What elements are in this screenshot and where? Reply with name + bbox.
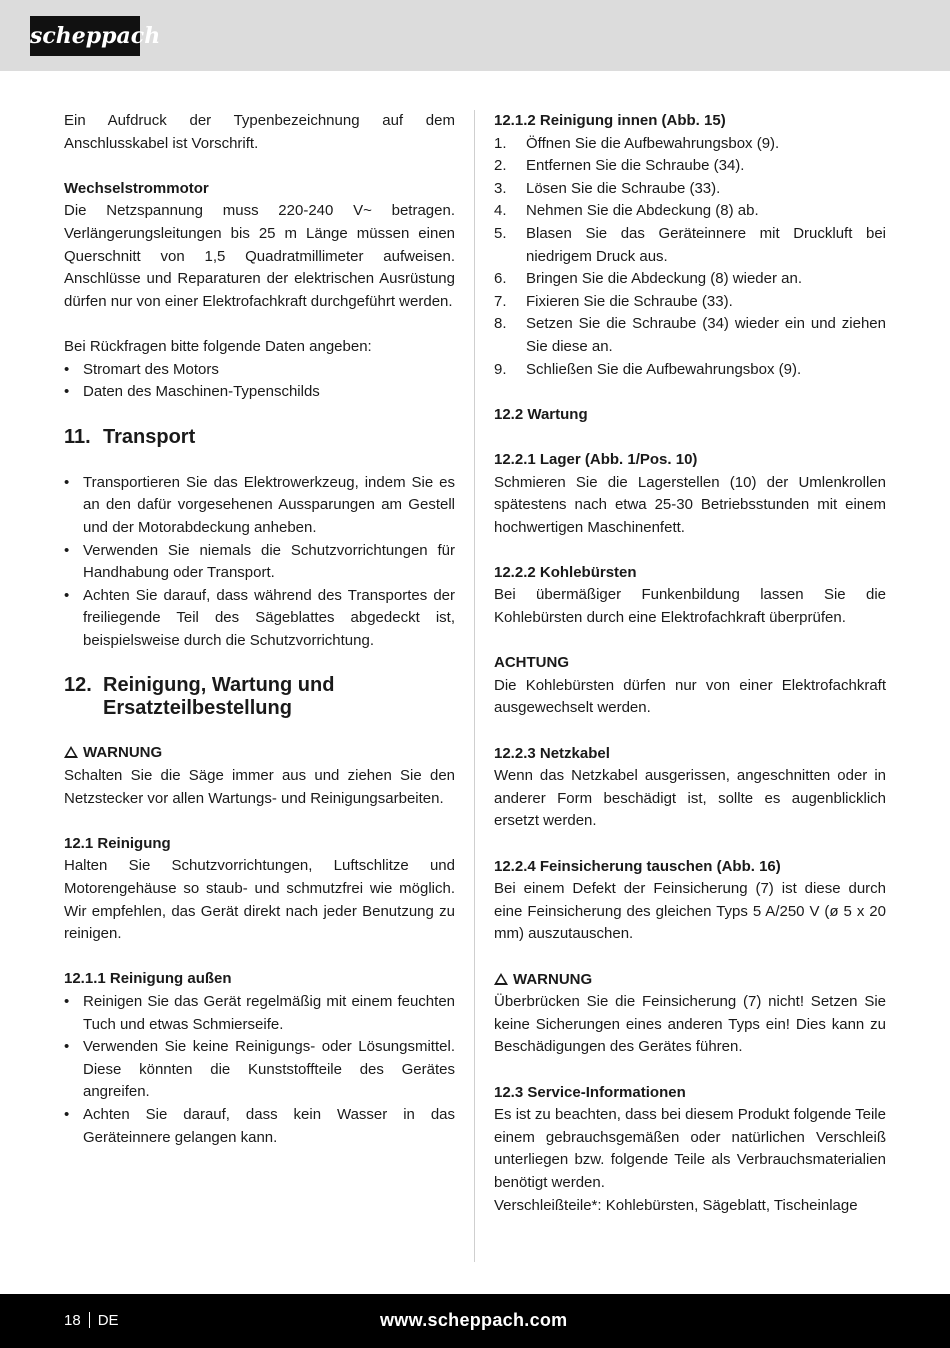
column-divider <box>474 110 475 1262</box>
warning-triangle-icon <box>494 973 508 985</box>
warning-heading <box>64 742 455 765</box>
right-column <box>494 110 886 1217</box>
warning-text: Schalten Sie die Säge immer aus und ziehen Sie den Netzstecker vor allen Wartungs- und Reinigungsarbeiten. <box>64 767 455 807</box>
language-code: DE <box>97 1312 119 1329</box>
warning-label: WARNUNG <box>513 970 593 988</box>
list-item: 8. Setzen Sie die Schraube (34) wieder ein und ziehen Sie diese an. <box>494 315 886 355</box>
queries-intro: Bei Rückfragen bitte folgende Daten angeben: <box>64 337 372 355</box>
cleaning-text: Halten Sie Schutzvorrichtungen, Luftschlitze und Motorengehäuse so staub- und schmutzfrei wie möglich. Wir empfehlen, das Gerät direkt nach jeder Benutzung zu reinigen. <box>64 857 455 943</box>
cleaning-heading: 12.1 Reinigung <box>64 834 171 852</box>
list-item: • Transportieren Sie das Elektrowerkzeug, indem Sie es an den dafür vorgesehenen Aussparungen am Gestell und der Motorabdeckung anheben. <box>64 472 455 540</box>
fuse-text: Bei einem Defekt der Feinsicherung (7) ist diese durch eine Feinsicherung des gleichen Typs 5 A/250 V (ø 5 x 20 mm) auszutauschen. <box>494 880 886 943</box>
section-title-line-2: Ersatzteilbestellung <box>103 697 292 720</box>
warning-text: Überbrücken Sie die Feinsicherung (7) nicht! Setzen Sie keine Sicherungen eines anderen Typs ein! Dies kann zu Beschädigungen des Gerätes führen. <box>494 993 886 1056</box>
list-item: 2. Entfernen Sie die Schraube (34). <box>494 157 745 175</box>
page-number-block <box>64 1310 119 1332</box>
interior-cleaning-steps <box>494 133 886 382</box>
service-info-heading: 12.3 Service-Informationen <box>494 1083 686 1101</box>
list-item: 9. Schließen Sie die Aufbewahrungsbox (9). <box>494 360 802 378</box>
section-number: 11. <box>64 425 91 448</box>
page-footer <box>0 1294 950 1348</box>
section-title: Transport <box>103 425 196 448</box>
page-number: 18 <box>64 1312 81 1329</box>
list-item: 3. Lösen Sie die Schraube (33). <box>494 179 721 197</box>
section-heading-transport <box>64 426 455 449</box>
service-info-text: Es ist zu beachten, dass bei diesem Produkt folgende Teile einem gebrauchsgemäßen oder natürlichen Verschleiß unterliegen bzw. folgende Teile als Verbrauchsmaterialien benötigt werden. <box>494 1106 886 1191</box>
page-header <box>0 0 950 71</box>
list-item: • Verwenden Sie keine Reinigungs- oder Lösungsmittel. Diese könnten die Kunststoffteile des Gerätes angreifen. <box>64 1036 455 1104</box>
section-title-line-1: Reinigung, Wartung und <box>103 674 335 697</box>
wear-parts-text: Verschleißteile*: Kohlebürsten, Sägeblatt, Tischeinlage <box>494 1196 858 1214</box>
list-item: 6. Bringen Sie die Abdeckung (8) wieder an. <box>494 270 803 288</box>
queries-list <box>64 359 455 404</box>
fuse-heading: 12.2.4 Feinsicherung tauschen (Abb. 16) <box>494 857 781 875</box>
list-item: 1. Öffnen Sie die Aufbewahrungsbox (9). <box>494 134 780 152</box>
section-heading-cleaning <box>64 674 455 720</box>
attention-heading: ACHTUNG <box>494 654 569 672</box>
ac-motor-text: Die Netzspannung muss 220-240 V~ betragen. Verlängerungsleitungen bis 25 m Länge müssen einen Querschnitt von 1,5 Quadratmillimeter aufweisen. Anschlüsse und Reparaturen der elektrischen Ausrüstung dürfen nur von einer Elektrofachkraft durchgeführt werden. <box>64 202 455 310</box>
intro-text: Ein Aufdruck der Typenbezeichnung auf dem Anschlusskabel ist Vorschrift. <box>64 112 455 152</box>
ac-motor-heading: Wechselstrommotor <box>64 179 209 197</box>
list-item: 7. Fixieren Sie die Schraube (33). <box>494 292 733 310</box>
maintenance-heading: 12.2 Wartung <box>494 405 588 423</box>
list-item: 4. Nehmen Sie die Abdeckung (8) ab. <box>494 202 759 220</box>
bearing-heading: 12.2.1 Lager (Abb. 1/Pos. 10) <box>494 450 698 468</box>
warning-label: WARNUNG <box>83 744 163 762</box>
footer-separator <box>89 1312 90 1328</box>
warning-triangle-icon <box>64 746 78 758</box>
list-item: • Verwenden Sie niemals die Schutzvorrichtungen für Handhabung oder Transport. <box>64 540 455 585</box>
bearing-text: Schmieren Sie die Lagerstellen (10) der Umlenkrollen spätestens nach etwa 25-30 Betriebsstunden mit einem hochwertigen Maschinenfett. <box>494 473 886 536</box>
section-number: 12. <box>64 674 92 697</box>
attention-text: Die Kohlebürsten dürfen nur von einer Elektrofachkraft ausgewechselt werden. <box>494 676 886 717</box>
left-column <box>64 110 455 1149</box>
list-item: • Achten Sie darauf, dass kein Wasser in das Geräteinnere gelangen kann. <box>64 1104 455 1149</box>
carbon-brushes-heading: 12.2.2 Kohlebürsten <box>494 563 637 581</box>
exterior-cleaning-heading: 12.1.1 Reinigung außen <box>64 970 232 988</box>
list-item: • Reinigen Sie das Gerät regelmäßig mit einem feuchten Tuch und etwas Schmierseife. <box>64 991 455 1036</box>
website-link[interactable]: www.scheppach.com <box>380 1310 568 1330</box>
transport-list <box>64 472 455 653</box>
list-item: 5. Blasen Sie das Geräteinnere mit Druckluft bei niedrigem Druck aus. <box>494 224 886 265</box>
power-cable-text: Wenn das Netzkabel ausgerissen, angeschnitten oder in anderer Form beschädigt ist, sollte es augenblicklich ersetzt werden. <box>494 767 886 830</box>
carbon-brushes-text: Bei übermäßiger Funkenbildung lassen Sie die Kohlebürsten durch eine Elektrofachkraft überprüfen. <box>494 586 886 627</box>
power-cable-heading: 12.2.3 Netzkabel <box>494 744 610 762</box>
scheppach-logo: scheppach <box>30 16 140 56</box>
exterior-cleaning-list <box>64 991 455 1149</box>
interior-cleaning-heading: 12.1.2 Reinigung innen (Abb. 15) <box>494 112 726 129</box>
list-item: • Achten Sie darauf, dass während des Transportes der freiliegende Teil des Sägeblattes abgedeckt ist, beispielsweise durch die Schutzvorrichtung. <box>64 585 455 653</box>
list-item: • Stromart des Motors <box>64 359 455 382</box>
list-item: • Daten des Maschinen-Typenschilds <box>64 381 455 404</box>
warning-heading <box>494 969 886 992</box>
